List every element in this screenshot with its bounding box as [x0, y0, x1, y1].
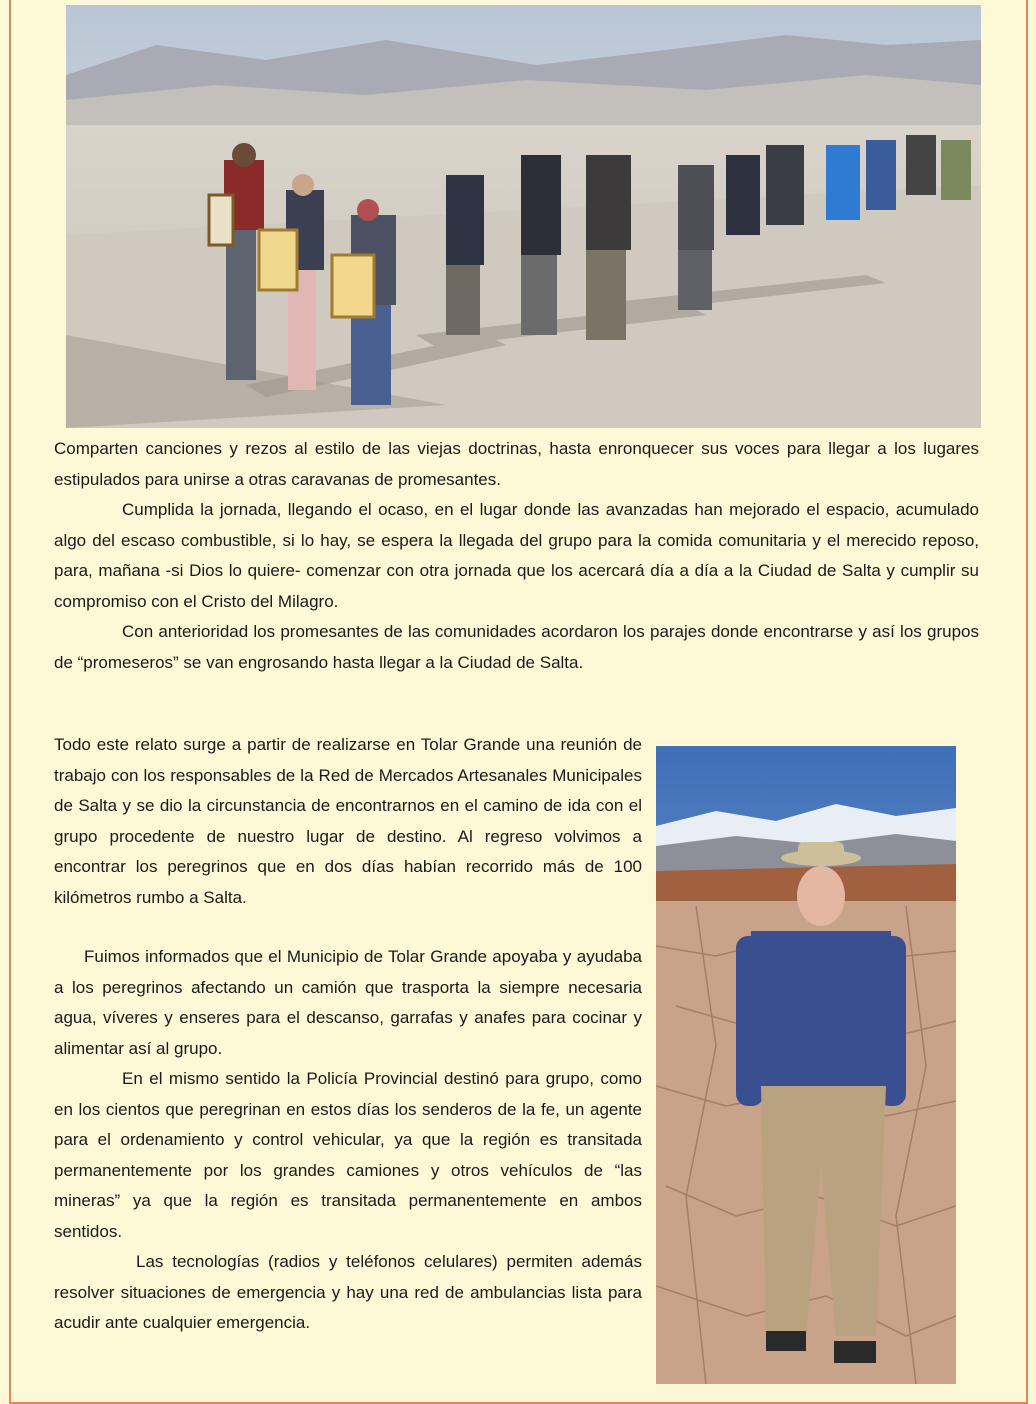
column-text-block-1: [54, 730, 642, 913]
paragraph-policia: En el mismo sentido la Policía Provincial destinó para grupo, como en los cientos que peregrinan en estos días los senderos de la fe, un agente para el ordenamiento y control vehicular, ya que la región es transitada permanentemente por los grandes camiones y otros vehículos de “las mineras” ya que la región es transitada permanentemente en ambos sentidos.: [54, 1069, 642, 1241]
paragraph-municipio: Fuimos informados que el Municipio de Tolar Grande apoyaba y ayudaba a los peregrinos afectando un camión que trasporta la siempre necesaria agua, víveres y enseres para el descanso, garrafas y anafes para cocinar y alimentar así al grupo.: [54, 947, 642, 1058]
paragraph-relato: Todo este relato surge a partir de realizarse en Tolar Grande una reunión de trabajo con los responsables de la Red de Mercados Artesanales Municipales de Salta y se dio la circunstancia de encontrarnos en el camino de ida con el grupo procedente de nuestro lugar de destino. Al regreso volvimos a encontrar los peregrinos que en dos días habían recorrido más de 100 kilómetros rumbo a Salta.: [54, 735, 642, 907]
paragraph-tecnologias: Las tecnologías (radios y teléfonos celulares) permiten además resolver situaciones de emergencia y hay una red de ambulancias lista para acudir ante cualquier emergencia.: [54, 1252, 642, 1332]
paragraph-caravans: Comparten canciones y rezos al estilo de las viejas doctrinas, hasta enronquecer sus voces para llegar a los lugares estipulados para unirse a otras caravanas de promesantes.: [54, 439, 979, 489]
paragraph-promesantes: Con anterioridad los promesantes de las comunidades acordaron los parajes donde encontrarse y así los grupos de “promeseros” se van engrosando hasta llegar a la Ciudad de Salta.: [54, 622, 979, 672]
page-border-left: [9, 0, 11, 1404]
man-salt-flat-photo: [656, 746, 956, 1384]
pilgrims-walking-photo: [66, 5, 981, 428]
column-text-block-2: [54, 942, 642, 1339]
page-border-right: [1026, 0, 1028, 1404]
top-text-block: [54, 434, 979, 678]
paragraph-jornada: Cumplida la jornada, llegando el ocaso, en el lugar donde las avanzadas han mejorado el espacio, acumulado algo del escaso combustible, si lo hay, se espera la llegada del grupo para la comida comunitaria y el merecido reposo, para, mañana -si Dios lo quiere- comenzar con otra jornada que los acercará día a día a la Ciudad de Salta y cumplir su compromiso con el Cristo del Milagro.: [54, 500, 979, 611]
